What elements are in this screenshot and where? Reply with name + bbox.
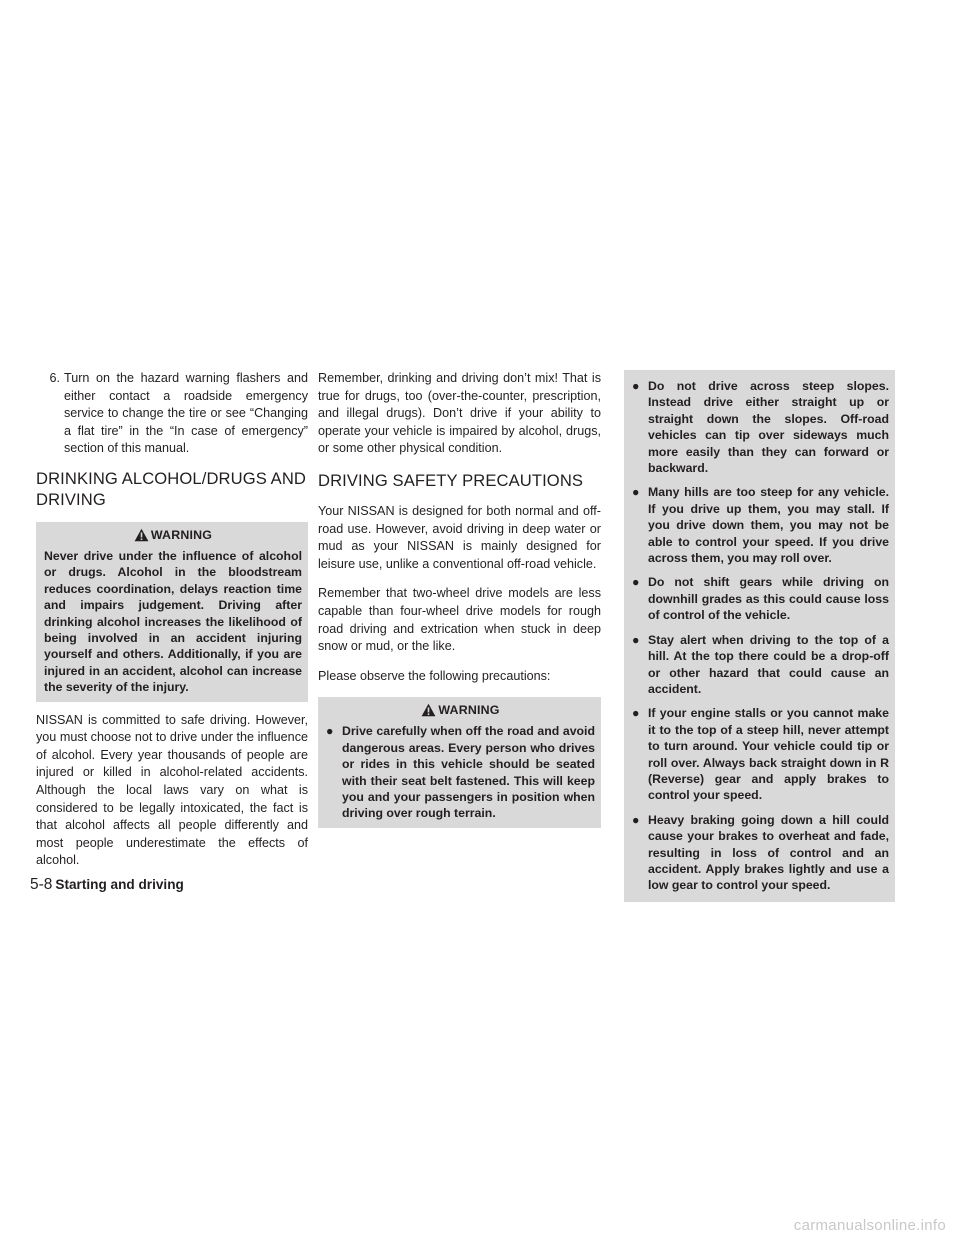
warning-bullet [632,574,889,623]
warning-box-offroad [318,697,601,827]
section-title-alcohol: DRINKING ALCOHOL/DRUGS AND DRIVING [36,468,306,509]
watermark: carmanualsonline.info [793,1217,946,1234]
bullet-dot: ● [632,379,640,393]
drugs-paragraph: Remember, drinking and driving don’t mix! That is true for drugs, too (over-the-counter, prescription, and illegal drugs). Don’t drive if your ability to operate your vehicle is impaired by alcohol, drugs, or some other physical condition. [318,371,601,456]
warning-triangle-icon [134,528,149,542]
warning-bullet [326,723,595,821]
bullet-text: Stay alert when driving to the top of a hill. At the top there could be a drop-off or other hazard that could cause an accident. [648,632,889,696]
bullet-dot: ● [326,724,334,739]
left-column [36,370,308,882]
section-title-safety: DRIVING SAFETY PRECAUTIONS [318,470,584,490]
bullet-text: Many hills are too steep for any vehicle. If you drive up them, you may stall. If you drive down them, you may not be able to control your speed. If you drive across them, you may roll over. [648,485,889,566]
bullet-dot: ● [632,632,640,647]
warning-header [326,697,595,723]
warning-bullet [632,484,889,566]
warning-bullet [632,632,889,698]
footer-section-title: Starting and driving [55,877,184,892]
bullet-text: If your engine stalls or you cannot make it to the top of a steep hill, never attempt to turn around. Your vehicle could tip or roll over. Always back straight down in R (Reverse) gear and apply brakes to control your speed. [648,706,889,803]
page-footer [30,876,184,894]
right-column [624,370,895,912]
bullet-text: Drive carefully when off the road and avoid dangerous areas. Every person who drives or rides in this vehicle should be seated with their seat belt fastened. This will keep you and your passengers in position when driving over rough terrain. [342,724,595,821]
step-number: 6. [49,371,60,385]
warning-box-alcohol [36,522,308,702]
warning-text: Never drive under the influence of alcohol or drugs. Alcohol in the bloodstream reduces coordination, delays reaction time and impairs judgement. Driving after drinking alcohol increases the likelihood of being involved in an accident injuring yourself and others. Additionally, if you are injured in an accident, alcohol can increase the severity of the injury. [44,548,302,695]
warning-bullet [632,378,889,476]
bullet-dot: ● [632,812,640,827]
safety-paragraph-1: Your NISSAN is designed for both normal and off-road use. However, avoid driving in deep water or mud as your NISSAN is mainly designed for leisure use, unlike a conventional off-road vehicle. [318,503,601,571]
warning-bullet [632,812,889,894]
bullet-text: Heavy braking going down a hill could cause your brakes to overheat and fade, resulting in loss of control and an accident. Apply brakes lightly and use a low gear to control your speed. [648,812,889,893]
safety-paragraph-3: Please observe the following precautions: [318,668,551,683]
bullet-dot: ● [632,485,640,500]
alcohol-paragraph: NISSAN is committed to safe driving. However, you must choose not to drive under the influence of alcohol. Every year thousands of people are injured or killed in alcohol-related accidents. Although the local laws vary on what is considered to be legally intoxicated, the fact is that alcohol affects all people differently and most people underestimate the effects of alcohol. [36,712,308,868]
warning-label: WARNING [150,527,213,542]
safety-paragraph-2: Remember that two-wheel drive models are less capable than four-wheel drive models for rough road driving and extrication when stuck in deep snow or mud, or the like. [318,586,601,654]
warning-header [44,522,302,548]
warning-box-continued [624,370,895,902]
middle-column [318,370,601,838]
warning-label: WARNING [438,703,500,718]
bullet-text: Do not drive across steep slopes. Instead drive either straight up or straight down the slopes. Off-road vehicles can tip over sideways much more easily than they can forward or backward. [648,379,889,476]
bullet-text: Do not shift gears while driving on downhill grades as this could cause loss of control of the vehicle. [648,575,889,623]
page-number: 5-8 [30,876,53,893]
warning-bullet [632,705,889,803]
warning-triangle-icon [421,703,436,717]
step-text: Turn on the hazard warning flashers and either contact a roadside emergency service to change the tire or see “Changing a flat tire” in the “In case of emergency” section of this manual. [64,371,308,456]
bullet-dot: ● [632,706,640,721]
step-6 [36,370,308,458]
bullet-dot: ● [632,575,640,590]
